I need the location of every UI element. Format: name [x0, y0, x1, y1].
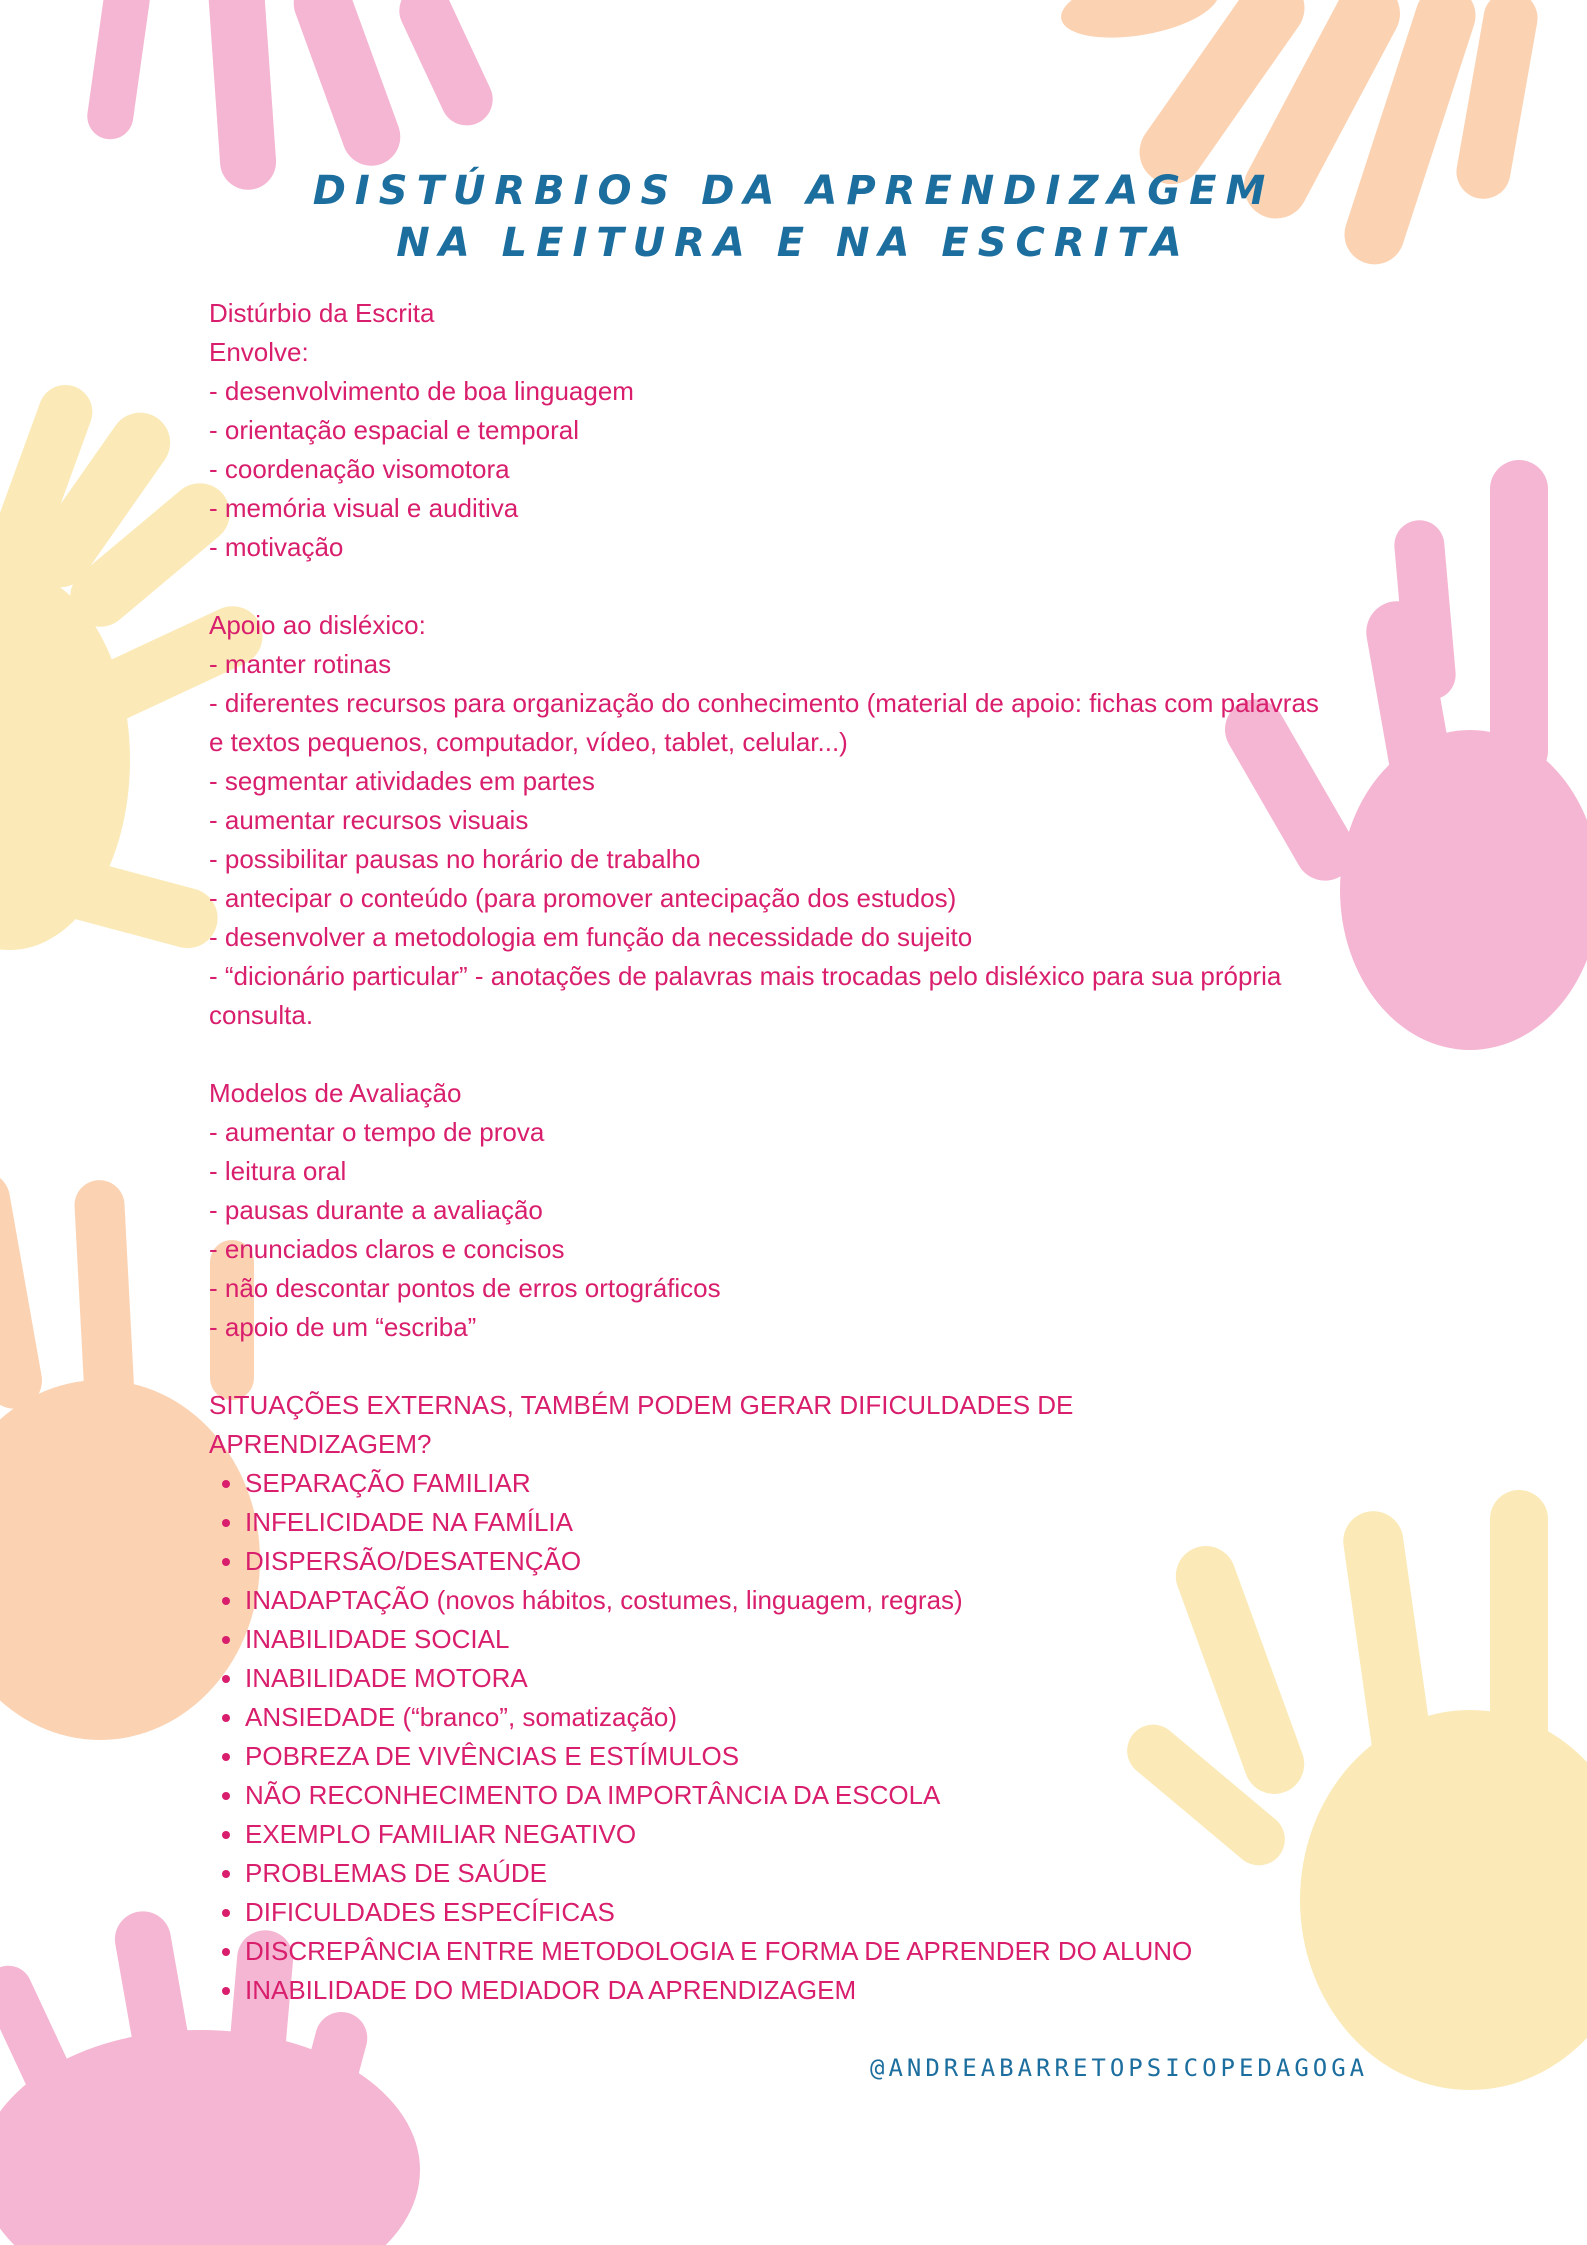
bullet-list — [209, 1464, 1409, 2010]
section-avaliacao — [209, 1074, 1409, 1347]
author-handle: @ANDREABARRETOPSICOPEDAGOGA — [870, 2054, 1369, 2082]
list-item: - desenvolvimento de boa linguagem — [209, 376, 634, 406]
list-item: - segmentar atividades em partes — [209, 766, 595, 796]
list-item: - apoio de um “escriba” — [209, 1312, 477, 1342]
list-item: - leitura oral — [209, 1156, 347, 1186]
list-item: - enunciados claros e concisos — [209, 1234, 565, 1264]
list-item: - não descontar pontos de erros ortográficos — [209, 1273, 721, 1303]
bullet-item: • INABILIDADE MOTORA — [245, 1659, 1409, 1698]
bullet-item: • INABILIDADE DO MEDIADOR DA APRENDIZAGEM — [245, 1971, 1409, 2010]
document-body — [209, 294, 1409, 2010]
spacer — [209, 567, 1409, 606]
list-item: - coordenação visomotora — [209, 454, 510, 484]
bullet-item: • NÃO RECONHECIMENTO DA IMPORTÂNCIA DA ESCOLA — [245, 1776, 1409, 1815]
section-situacoes — [209, 1386, 1409, 2010]
list-item: - diferentes recursos para organização do conhecimento (material de apoio: fichas com palavras e textos pequenos, computador, vídeo, tablet, celular...) — [209, 688, 1319, 757]
list-item: - manter rotinas — [209, 649, 392, 679]
list-item: - antecipar o conteúdo (para promover antecipação dos estudos) — [209, 883, 957, 913]
list-item: - motivação — [209, 532, 344, 562]
list-item: - aumentar o tempo de prova — [209, 1117, 545, 1147]
section-subheading-envolve: Envolve: — [209, 337, 309, 367]
list-item: - memória visual e auditiva — [209, 493, 519, 523]
list-item: - possibilitar pausas no horário de trabalho — [209, 844, 701, 874]
section-escrita — [209, 294, 1409, 567]
bullet-item: • DISCREPÂNCIA ENTRE METODOLOGIA E FORMA DE APRENDER DO ALUNO — [245, 1932, 1409, 1971]
bullet-item: • POBREZA DE VIVÊNCIAS E ESTÍMULOS — [245, 1737, 1409, 1776]
list-item: - “dicionário particular” - anotações de palavras mais trocadas pelo disléxico para sua própria consulta. — [209, 961, 1282, 1030]
bullet-item: • INABILIDADE SOCIAL — [245, 1620, 1409, 1659]
spacer — [209, 1347, 1409, 1386]
bullet-item: • PROBLEMAS DE SAÚDE — [245, 1854, 1409, 1893]
list-item: - desenvolver a metodologia em função da necessidade do sujeito — [209, 922, 973, 952]
spacer — [209, 1035, 1409, 1074]
section-apoio — [209, 606, 1409, 1035]
bullet-item: • SEPARAÇÃO FAMILIAR — [245, 1464, 1409, 1503]
bullet-item: • ANSIEDADE (“branco”, somatização) — [245, 1698, 1409, 1737]
section-heading-avaliacao: Modelos de Avaliação — [209, 1078, 462, 1108]
section-heading-apoio: Apoio ao disléxico: — [209, 610, 426, 640]
page-title-line-2: NA LEITURA E NA ESCRITA — [396, 220, 1191, 266]
page-title-line-1: DISTÚRBIOS DA APRENDIZAGEM — [312, 168, 1275, 214]
handprint-top-left — [84, 0, 501, 192]
list-item: - orientação espacial e temporal — [209, 415, 579, 445]
list-item: - aumentar recursos visuais — [209, 805, 529, 835]
section-heading-escrita: Distúrbio da Escrita — [209, 298, 435, 328]
bullet-item: • EXEMPLO FAMILIAR NEGATIVO — [245, 1815, 1409, 1854]
list-item: - pausas durante a avaliação — [209, 1195, 543, 1225]
bullet-item: • DIFICULDADES ESPECÍFICAS — [245, 1893, 1409, 1932]
bullet-item: • INFELICIDADE NA FAMÍLIA — [245, 1503, 1409, 1542]
bullet-item: • DISPERSÃO/DESATENÇÃO — [245, 1542, 1409, 1581]
bullet-item: • INADAPTAÇÃO (novos hábitos, costumes, linguagem, regras) — [245, 1581, 1409, 1620]
section-heading-situacoes: SITUAÇÕES EXTERNAS, TAMBÉM PODEM GERAR DIFICULDADES DE APRENDIZAGEM? — [209, 1390, 1074, 1459]
